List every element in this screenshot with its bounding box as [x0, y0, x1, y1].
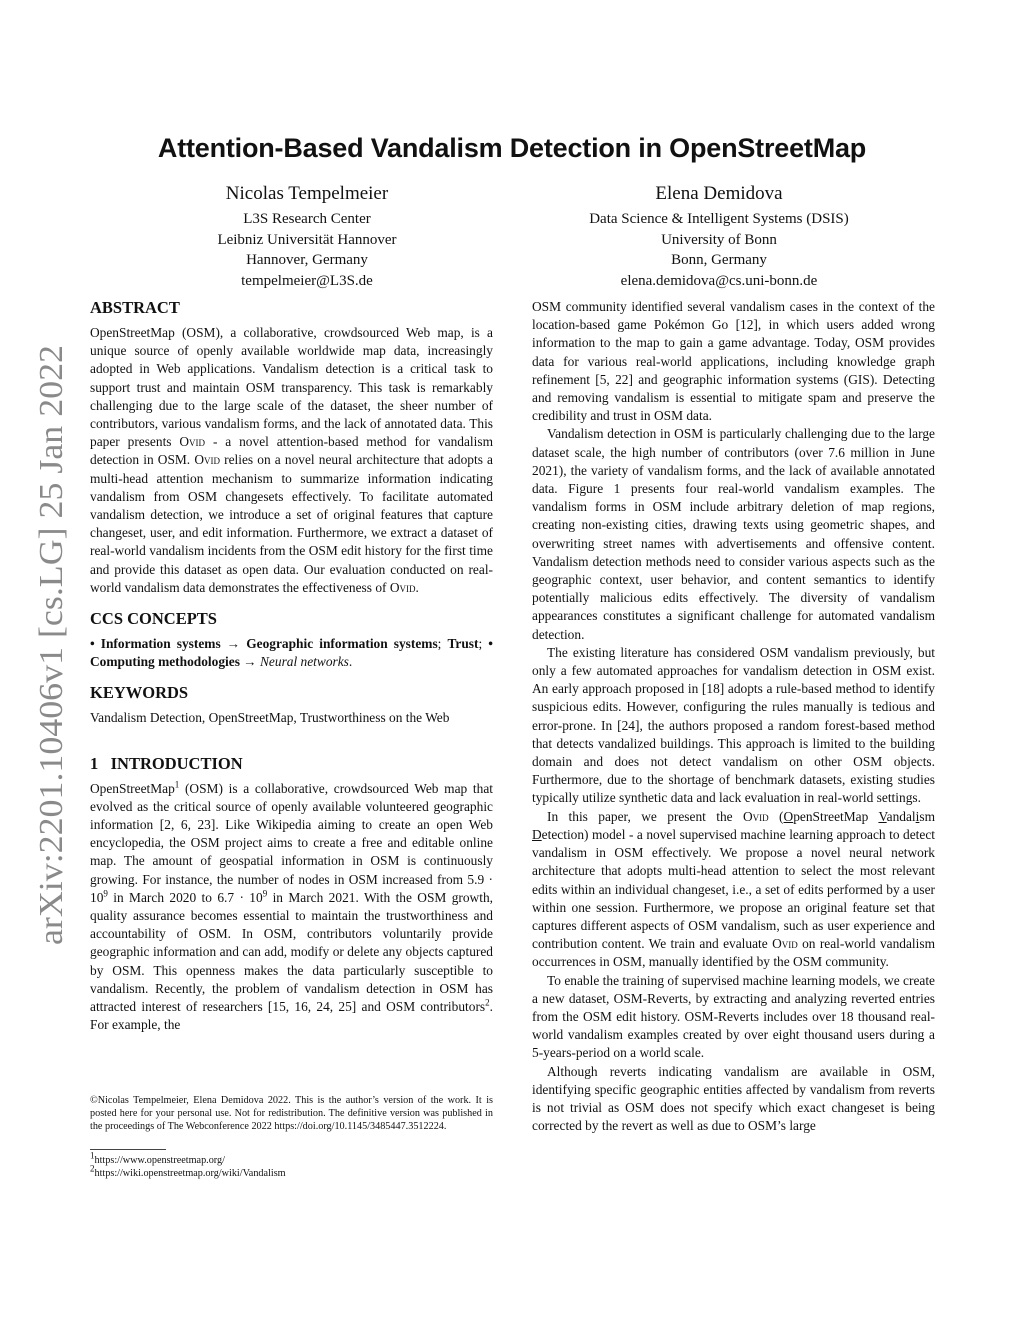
acronym-letter: V — [878, 808, 887, 824]
ccs-separator: ; — [478, 636, 489, 652]
abstract-text-part: - a novel attention-based method for vandalism detection in OSM. — [90, 434, 494, 468]
footnote-link[interactable]: https://www.openstreetmap.org/ — [94, 1155, 225, 1166]
ccs-separator: . — [348, 654, 353, 670]
intro-paragraph-6: Although reverts indicating vandalism are available in OSM, identifying specific geographic entities affected by vandalism from reverts is not trivial as OSM does not specify which exact changeset is being corrected by the revert as well as due to OSM’s large — [532, 1063, 935, 1134]
text-part: sm — [919, 808, 936, 824]
author-location: Hannover, Germany — [246, 252, 368, 268]
method-name: Ovid — [772, 936, 798, 952]
acronym-letter: O — [783, 808, 794, 824]
footnote-2 — [90, 1163, 493, 1180]
footnote-link[interactable]: https://wiki.openstreetmap.org/wiki/Vandalism — [94, 1168, 286, 1179]
abstract-text — [90, 324, 493, 597]
text-part: penStreetMap — [793, 808, 879, 824]
keywords-heading: KEYWORDS — [90, 683, 189, 703]
author-affiliation: Data Science & Intelligent Systems (DSIS) — [589, 211, 849, 227]
ccs-separator: ; — [437, 636, 442, 652]
footnote-number: 1 — [90, 1150, 95, 1161]
ccs-item-italic: Neural networks — [260, 654, 349, 670]
text-part: etection) model - a novel supervised machine learning approach to detect vandalism in OSM effectively. We propose a novel neural network architecture that adopts multi-head attention to select the most relevant edits within an individual changeset, i.e., a set of edits performed by a user within one session. Furthermore, we propose an original feature set that captures different aspects of OSM vandalism, such as user experience and contribution content. We train and evaluate — [532, 826, 935, 952]
author-name: Nicolas Tempelmeier — [225, 183, 389, 204]
arxiv-identifier: arXiv:2201.10406v1 [cs.LG] 25 Jan 2022 — [33, 376, 70, 945]
footnote-1 — [90, 1150, 493, 1167]
author-affiliation: Leibniz Universität Hannover — [217, 231, 397, 248]
footnotes — [90, 1094, 493, 1180]
text-part: in March 2020 to 6.7 · 10 — [107, 889, 263, 905]
keywords-text: Vandalism Detection, OpenStreetMap, Trustworthiness on the Web — [90, 710, 450, 726]
intro-paragraph-3: The existing literature has considered OSM vandalism previously, but only a few automated approaches for vandalism detection in OSM exist. An early approach proposed in [18] adopts a rule-based method to identify suspicious edits. However, configuring the rules manually is tedious and error-prone. In [24], the authors proposed a random forest-based method that detects vandalized buildings. This approach is limited to the building domain and does not detect vandalism on other OSM objects. Furthermore, due to the shortage of benchmark datasets, existing studies typically utilize synthetic data and lack evaluation in real-world settings. — [532, 644, 935, 806]
author-block-2 — [539, 182, 899, 291]
footnote-number: 2 — [90, 1163, 95, 1174]
footnote-marker[interactable]: 1 — [174, 779, 180, 790]
author-location: Bonn, Germany — [671, 252, 767, 268]
ccs-item: • Information systems → Geographic information systems — [90, 636, 438, 652]
intro-heading: 1 INTRODUCTION — [90, 753, 243, 773]
paper-title: Attention-Based Vandalism Detection in OpenStreetMap — [157, 133, 867, 163]
intro-paragraph-2: Vandalism detection in OSM is particularly challenging due to the large dataset scale, the high number of contributors (over 7.6 million in June 2021), the variety of vandalism forms, and the lack of available annotated data. Figure 1 presents four real-world vandalism examples. The vandalism forms in OSM include arbitrary deletion of map regions, creating non-existing cities, drawing texts using geometric shapes, and overwriting street names with advertisements and offensive content. Vandalism detection methods need to consider various aspects such as the geographic context, user behavior, and content semantics to identify potentially malicious edits effectively. The diversity of vandalism appearances constitutes a significant challenge for automated vandalism detection. — [532, 426, 935, 642]
ccs-item: • Computing methodologies → — [90, 636, 493, 670]
text-part: in March 2021. With the OSM growth, quality assurance becomes essential to maintain the trustworthiness and accountability of OSM. In OSM, contributors voluntarily provide geographic information and can add, modify or delete any objects captured by OSM. This openness makes the data particularly susceptible to vandalism. Recently, the problem of vandalism detection in OSM has attracted interest of researchers [15, 16, 24, 25] and OSM contributors — [90, 889, 493, 1015]
author-email[interactable]: tempelmeier@L3S.de — [241, 272, 373, 289]
right-column — [532, 298, 935, 1135]
intro-paragraph-4 — [532, 808, 935, 972]
text-part: In this paper, we present the — [547, 808, 743, 824]
acronym-letter: D — [532, 826, 542, 842]
method-name: Ovid — [179, 434, 206, 450]
exponent: 9 — [103, 888, 108, 899]
author-name: Elena Demidova — [655, 183, 783, 204]
author-block-1 — [127, 182, 487, 291]
intro-paragraph-continued: OSM community identified several vandalism cases in the context of the location-based game Pokémon Go [12], in which users added wrong information to the map to gain a game advantage. Today, OSM provides data for various real-world applications, including knowledge graph refinement [5, 22] and geographic information systems (GIS). Detecting and removing vandalism is essential to mitigate spam and preserve the credibility and trust in OSM data. — [532, 299, 935, 424]
text-part: andal — [886, 808, 916, 824]
author-email[interactable]: elena.demidova@cs.uni-bonn.de — [620, 272, 818, 289]
text-part: . For example, the — [90, 999, 493, 1033]
abstract-text-part: OpenStreetMap (OSM), a collaborative, crowdsourced Web map, is a unique source of openly available worldwide map data, increasingly adopted in Web applications. Vandalism detection is a critical task to support trust and maintain OSM transparency. This task is remarkably challenging due to the large scale of the dataset, the sheer number of contributors, various vandalism forms, and the lack of annotated data. This paper presents — [90, 325, 493, 450]
ccs-item: Trust — [447, 636, 479, 652]
author-affiliation: University of Bonn — [661, 231, 777, 248]
text-part: OpenStreetMap — [90, 780, 175, 796]
footnote-marker[interactable]: 2 — [485, 997, 490, 1008]
left-column — [90, 298, 493, 1035]
author-affiliation: L3S Research Center — [243, 211, 371, 227]
acronym-letter: i — [915, 808, 920, 824]
method-name: Ovid — [743, 808, 769, 824]
intro-paragraph-5: To enable the training of supervised machine learning models, we create a new dataset, OSM-Reverts, by extracting and analyzing reverted entries from the OSM edit history. OSM-Reverts includes over 18 thousand real-world vandalism examples created by over eight thousand users during a 5-years-period on a world scale. — [532, 972, 935, 1061]
abstract-text-part: relies on a novel neural architecture that adopts a multi-head attention mechanism to summarize information indicating vandalism from OSM changesets effectively. To facilitate automated vandalism detection, we introduce a set of original features that capture changeset, user, and edit information. Furthermore, we extract a dataset of real-world vandalism incidents from the OSM edit history for the first time and provide this dataset as open data. Our evaluation conducted on real-world vandalism data demonstrates the effectiveness of — [90, 452, 493, 595]
method-name: Ovid — [389, 579, 416, 595]
arxiv-sidebar — [2, 0, 86, 1325]
ccs-text — [90, 635, 493, 671]
text-part: ( — [768, 808, 784, 824]
text-part: on real-world vandalism occurrences in OSM, manually identified by the OSM community. — [532, 936, 935, 970]
intro-paragraph-1 — [90, 780, 493, 1035]
copyright-notice: ©Nicolas Tempelmeier, Elena Demidova 2022. This is the author’s version of the work. It is posted here for your personal use. Not for redistribution. The definitive version was published in the proceedings of The Webconference 2022 https://doi.org/10.1145/3485447.3512224. — [90, 1095, 493, 1132]
method-name: Ovid — [194, 452, 220, 468]
abstract-heading: ABSTRACT — [90, 298, 180, 317]
footnote-rule — [90, 1149, 166, 1150]
exponent: 9 — [262, 888, 268, 899]
ccs-heading: CCS CONCEPTS — [90, 609, 217, 629]
arxiv-sidebar-graphic — [2, 0, 86, 1325]
text-part: (OSM) is a collaborative, crowdsourced Web map that evolved as the critical source of openly available volunteered geographic information [2, 6, 23]. Like Wikipedia aiming to create an open Web encyclopedia, the OSM project aims to create a free and editable online map. The amount of geospatial information in OSM is continuously growing. For instance, the number of nodes in OSM increased from 5.9 · 10 — [90, 780, 493, 905]
abstract-text-part: . — [415, 579, 419, 595]
